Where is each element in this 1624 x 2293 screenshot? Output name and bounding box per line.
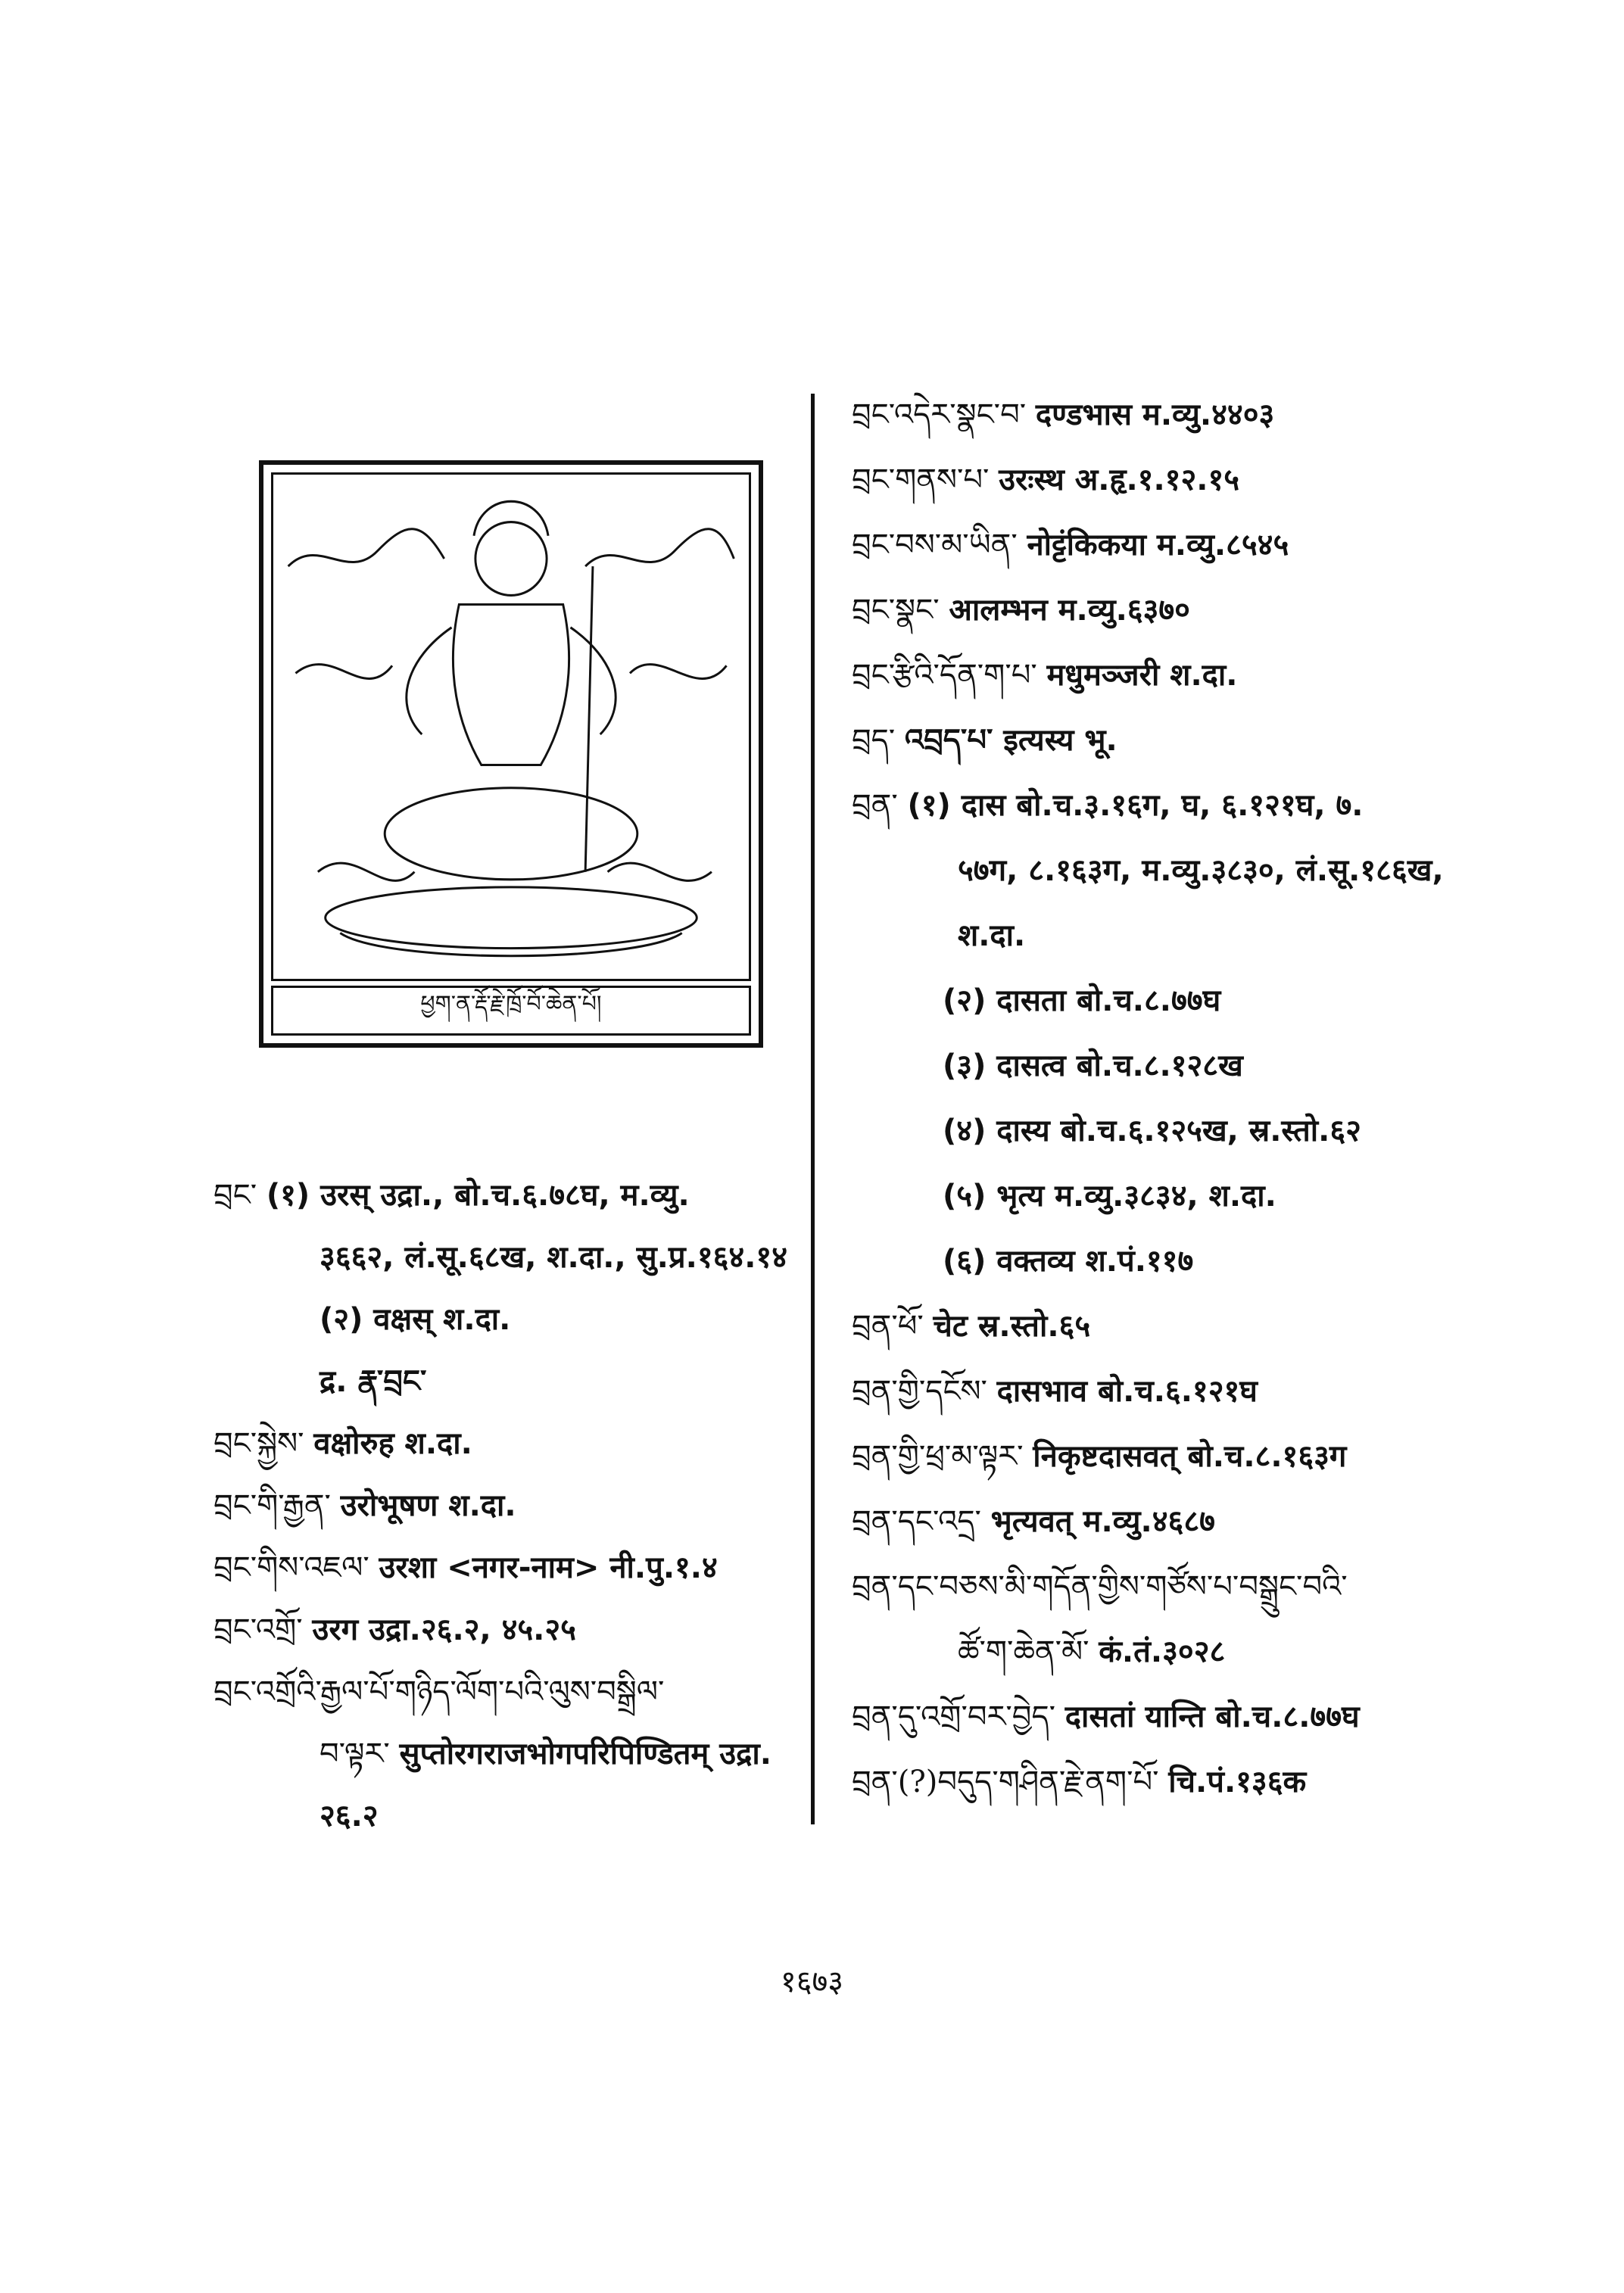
column-divider	[811, 394, 815, 1824]
sanskrit-equivalent: (२) वक्षस् श.दा.	[320, 1302, 511, 1337]
tibetan-headword: བྲང་སྣང་	[852, 593, 940, 628]
dictionary-entry	[852, 1033, 1533, 1098]
deity-picture	[271, 472, 751, 981]
dictionary-entry	[852, 1749, 1533, 1815]
sanskrit-equivalent: (२) दासता बो.च.८.७७घ	[943, 983, 1221, 1018]
tibetan-headword: བྲན་(?)བདུད་གཤིན་རྗེ་ནག་པོ་	[852, 1765, 1159, 1799]
sanskrit-equivalent: (५) भृत्य म.व्यु.३८३४, श.दा.	[943, 1179, 1276, 1213]
dictionary-entry	[214, 1351, 789, 1413]
dictionary-entry	[852, 1229, 1533, 1294]
tibetan-headword: བྲང་གིས་འཇལ་	[214, 1550, 369, 1585]
dictionary-entry	[852, 838, 1533, 903]
sanskrit-equivalent: दण्डभास म.व्यु.४४०३	[1035, 397, 1275, 432]
deity-drawing	[273, 475, 749, 979]
sanskrit-equivalent: दासभाव बो.च.६.१२१घ	[996, 1374, 1258, 1409]
dictionary-entry	[852, 903, 1533, 968]
dictionary-entry	[214, 1599, 789, 1661]
dictionary-entry	[852, 1684, 1533, 1749]
sanskrit-equivalent: चेट स्र.स्तो.६५	[933, 1309, 1091, 1344]
page-number: १६७३	[780, 1964, 844, 1999]
dictionary-entry	[852, 1424, 1533, 1489]
dictionary-entry	[214, 1413, 789, 1475]
left-column	[214, 1164, 789, 1847]
dictionary-entry	[852, 1098, 1533, 1164]
sanskrit-equivalent: कं.तं.३०२८	[1099, 1634, 1226, 1669]
sanskrit-equivalent: (४) दास्य बो.च.६.१२५ख, स्र.स्तो.६२	[943, 1114, 1361, 1148]
dictionary-entry	[214, 1164, 789, 1226]
sanskrit-equivalent: द्र. རྣ་བྲང་	[320, 1364, 427, 1399]
sanskrit-equivalent: (१) दास बो.च.३.१६ग, घ, ६.१२१घ, ७.	[907, 788, 1364, 823]
tibetan-headword: བྲན་	[852, 788, 898, 823]
sanskrit-equivalent: २६.२	[320, 1799, 379, 1833]
sanskrit-equivalent: (६) वक्तव्य श.पं.११७	[943, 1244, 1194, 1279]
dictionary-entry	[852, 1359, 1533, 1424]
dictionary-entry	[852, 578, 1533, 643]
tibetan-headword: བྲང་འདེར་སྣང་བ་	[852, 397, 1027, 432]
dictionary-entry	[852, 643, 1533, 708]
tibetan-headword: བྲང་གི་རྒྱན་	[214, 1488, 331, 1523]
figure-caption: ཕྱག་ན་རྡོ་རྗེ་ཁྲོ་བོ་ཆེན་པོ།	[271, 986, 751, 1036]
sanskrit-equivalent: उरःस्थ अ.हृ.१.१२.१५	[999, 463, 1240, 497]
deity-illustration	[259, 460, 763, 1048]
sanskrit-equivalent: (३) दासत्व बो.च.८.१२८ख	[943, 1048, 1243, 1083]
tibetan-headword: བ་ལྟར་	[320, 1737, 390, 1771]
tibetan-headword: བྲང་འགྲོ་	[214, 1612, 303, 1647]
tibetan-headword: བྲན་ཕོ་	[852, 1309, 924, 1344]
sanskrit-equivalent: उरग उद्रा.२६.२, ४५.२५	[312, 1612, 576, 1647]
dictionary-entry	[214, 1785, 789, 1847]
sanskrit-equivalent: भृत्यवत् म.व्यु.४६८७	[990, 1504, 1215, 1539]
dictionary-entry	[214, 1288, 789, 1351]
dictionary-entry	[852, 512, 1533, 578]
dictionary-entry	[852, 1489, 1533, 1554]
sanskrit-equivalent: वक्षोरुह श.दा.	[313, 1426, 472, 1461]
tibetan-headword: བྲད་	[852, 723, 896, 758]
dictionary-entry	[852, 968, 1533, 1033]
sanskrit-equivalent: सुप्तोरगराजभोगपरिपिण्डितम् उद्रा.	[399, 1737, 771, 1771]
dictionary-entry	[214, 1475, 789, 1537]
dictionary-entry	[852, 1554, 1533, 1619]
dictionary-entry	[852, 1164, 1533, 1229]
tibetan-headword: བྲང་གནས་པ་	[852, 463, 990, 497]
right-column	[852, 382, 1533, 1815]
tibetan-headword: བྲང་འགྲོའི་རྒྱལ་པོ་གཉིད་ལོག་པའི་ལུས་བསྒྲིལ་	[214, 1675, 665, 1709]
tibetan-headword: ཚོ་ག་ཆེན་མོ་	[958, 1634, 1089, 1669]
dictionary-entry	[852, 382, 1533, 447]
tibetan-headword: བྲན་གྱི་ཕྲ་མ་ལྟར་	[852, 1439, 1024, 1474]
sanskrit-equivalent: ५७ग, ८.१६३ग, म.व्यु.३८३०, लं.सू.१८६ख,	[958, 853, 1444, 888]
tibetan-headword: བྲན་གྱི་དངོས་	[852, 1374, 987, 1409]
sanskrit-equivalent: चि.पं.१३६क	[1168, 1765, 1307, 1799]
sanskrit-equivalent: འབྲད་པ་ इत्यस्य भू.	[904, 723, 1117, 758]
dictionary-entry	[852, 1294, 1533, 1359]
dictionary-entry	[852, 1619, 1533, 1684]
tibetan-headword: བྲན་དང་བཅས་མི་གདོན་གྱིས་གཙོས་པ་བསྒྲུང་བའི་	[852, 1569, 1348, 1604]
sanskrit-equivalent: श.दा.	[958, 918, 1026, 953]
tibetan-headword: བྲང་རྩིའི་དོན་ག་པ་	[852, 658, 1037, 693]
sanskrit-equivalent: दासतां यान्ति बो.च.८.७७घ	[1064, 1699, 1360, 1734]
sanskrit-equivalent: उरशा <नगर-नाम> नी.पु.१.४	[379, 1550, 718, 1585]
sanskrit-equivalent: (१) उरस् उद्रा., बो.च.६.७८घ, म.व्यु.	[266, 1178, 690, 1213]
dictionary-entry	[852, 773, 1533, 838]
dictionary-entry	[852, 708, 1533, 773]
dictionary-entry	[214, 1226, 789, 1288]
dictionary-entry	[852, 447, 1533, 512]
sanskrit-equivalent: मधुमञ्जरी श.दा.	[1046, 658, 1238, 693]
tibetan-headword: བྲན་དང་འདྲ་	[852, 1504, 981, 1539]
tibetan-headword: བྲང་	[214, 1178, 257, 1213]
tibetan-headword: བྲན་དུ་འགྲོ་བར་བྱེད་	[852, 1699, 1055, 1734]
tibetan-headword: བྲང་སྐྱེས་	[214, 1426, 304, 1461]
tibetan-headword: བྲང་བས་མ་ཡིན་	[852, 528, 1018, 562]
sanskrit-equivalent: निकृष्टदासवत् बो.च.८.१६३ग	[1033, 1439, 1347, 1474]
sanskrit-equivalent: आलम्भन म.व्यु.६३७०	[949, 593, 1190, 628]
dictionary-entry	[214, 1723, 789, 1785]
dictionary-entry	[214, 1661, 789, 1723]
sanskrit-equivalent: उरोभूषण श.दा.	[340, 1488, 516, 1523]
dictionary-entry	[214, 1537, 789, 1599]
sanskrit-equivalent: नोट्टंकिकया म.व्यु.८५४५	[1027, 528, 1289, 562]
sanskrit-equivalent: ३६६२, लं.सू.६८ख, श.दा., सु.प्र.१६४.१४	[320, 1240, 788, 1275]
